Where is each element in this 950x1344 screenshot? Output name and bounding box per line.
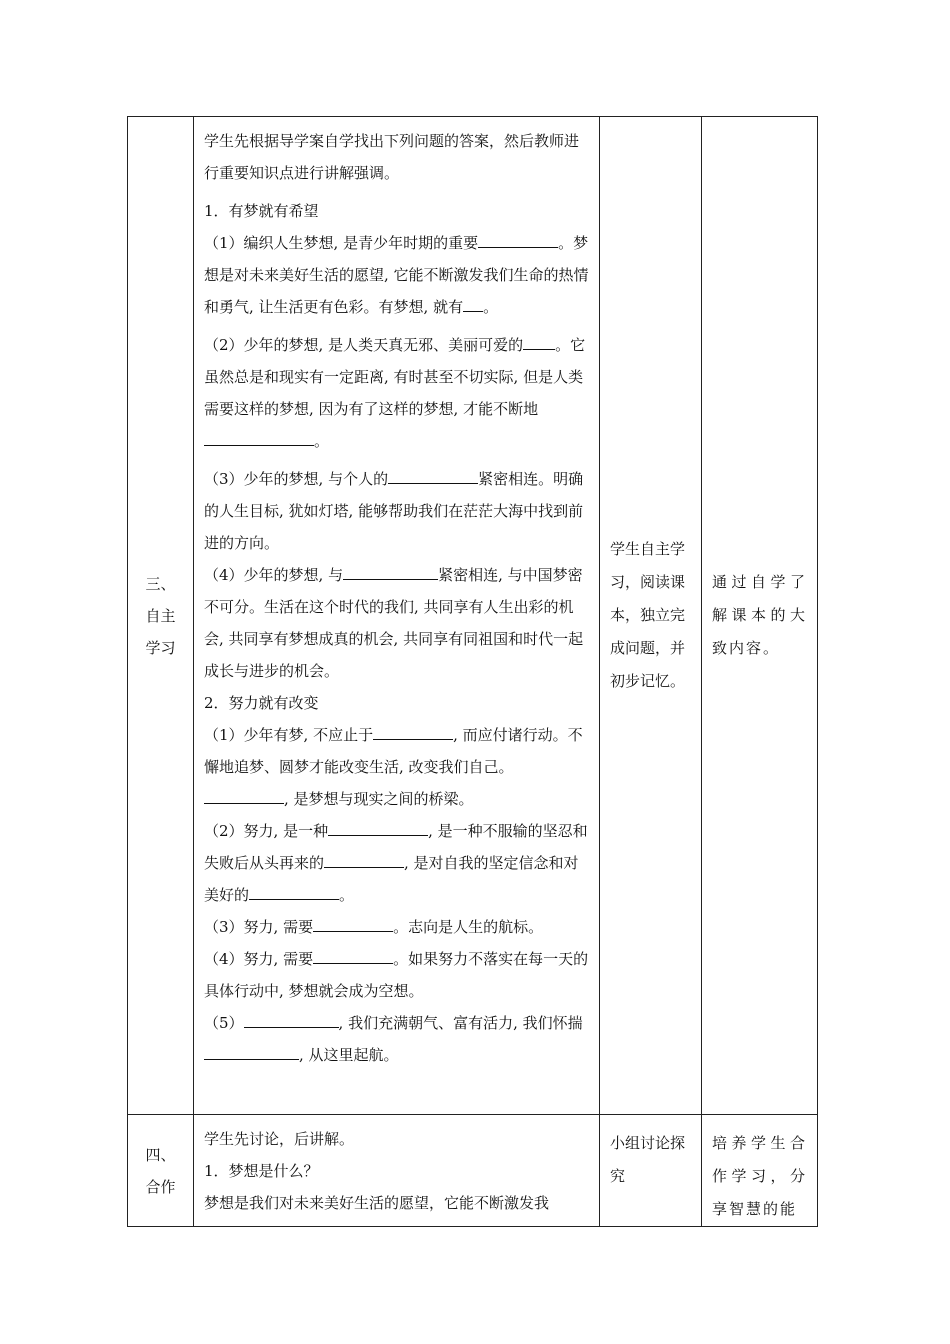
stage-cell-self-study: 三、 自主 学习: [128, 117, 194, 1115]
table-row: [128, 117, 818, 1115]
question-item: （1）少年有梦, 不应止于 , 而应付诸行动。不懈地追梦、圆梦才能改变生活, 改变我们自己。, 是梦想与现实之间的桥梁。: [204, 719, 589, 815]
question-item: （2）少年的梦想, 是人类天真无邪、美丽可爱的 。它虽然总是和现实有一定距离, 有时甚至不切实际, 但是人类需要这样的梦想, 因为有了这样的梦想, 才能不断地。: [204, 329, 589, 457]
lesson-plan-table: [127, 116, 818, 1227]
question-item: （3）少年的梦想, 与个人的 紧密相连。明确的人生目标, 犹如灯塔, 能够帮助我们在茫茫大海中找到前进的方向。: [204, 463, 589, 559]
stage-cell-cooperation: 四、 合作: [128, 1115, 194, 1227]
teaching-content-cell: [194, 117, 600, 1115]
question-item: （2）努力, 是一种 , 是一种不服输的坚忍和失败后从头再来的 , 是对自我的坚定信念和对美好的 。: [204, 815, 589, 911]
design-purpose-cell: 通过自学了解课本的大致内容。: [702, 117, 818, 1115]
question-item: （5） , 我们充满朝气、富有活力, 我们怀揣, 从这里起航。: [204, 1007, 589, 1071]
table-row: [128, 1115, 818, 1227]
question-item: （1）编织人生梦想, 是青少年时期的重要 。梦想是对未来美好生活的愿望, 它能不断激发我们生命的热情和勇气, 让生活更有色彩。有梦想, 就有 。: [204, 227, 589, 323]
intro-text: 学生先根据导学案自学找出下列问题的答案，然后教师进行重要知识点进行讲解强调。: [204, 132, 580, 182]
section-title: 1．有梦就有希望: [204, 202, 319, 220]
design-purpose-cell: 培养学生合作学习，分享智慧的能: [702, 1115, 818, 1227]
section-title: 2．努力就有改变: [204, 694, 319, 712]
teaching-content-cell: 学生先讨论，后讲解。 1．梦想是什么？ 梦想是我们对未来美好生活的愿望，它能不断激发我: [194, 1115, 600, 1227]
question-item: （4）少年的梦想, 与 紧密相连, 与中国梦密不可分。生活在这个时代的我们, 共同享有人生出彩的机会, 共同享有梦想成真的机会, 共同享有同祖国和时代一起成长与进步的机会。: [204, 559, 589, 687]
question-item: （3）努力, 需要 。志向是人生的航标。: [204, 911, 589, 943]
student-activity-cell: 小组讨论探究: [600, 1115, 702, 1227]
student-activity-cell: 学生自主学习，阅读课本，独立完成问题，并初步记忆。: [600, 117, 702, 1115]
question-item: （4）努力, 需要 。如果努力不落实在每一天的具体行动中, 梦想就会成为空想。: [204, 943, 589, 1007]
